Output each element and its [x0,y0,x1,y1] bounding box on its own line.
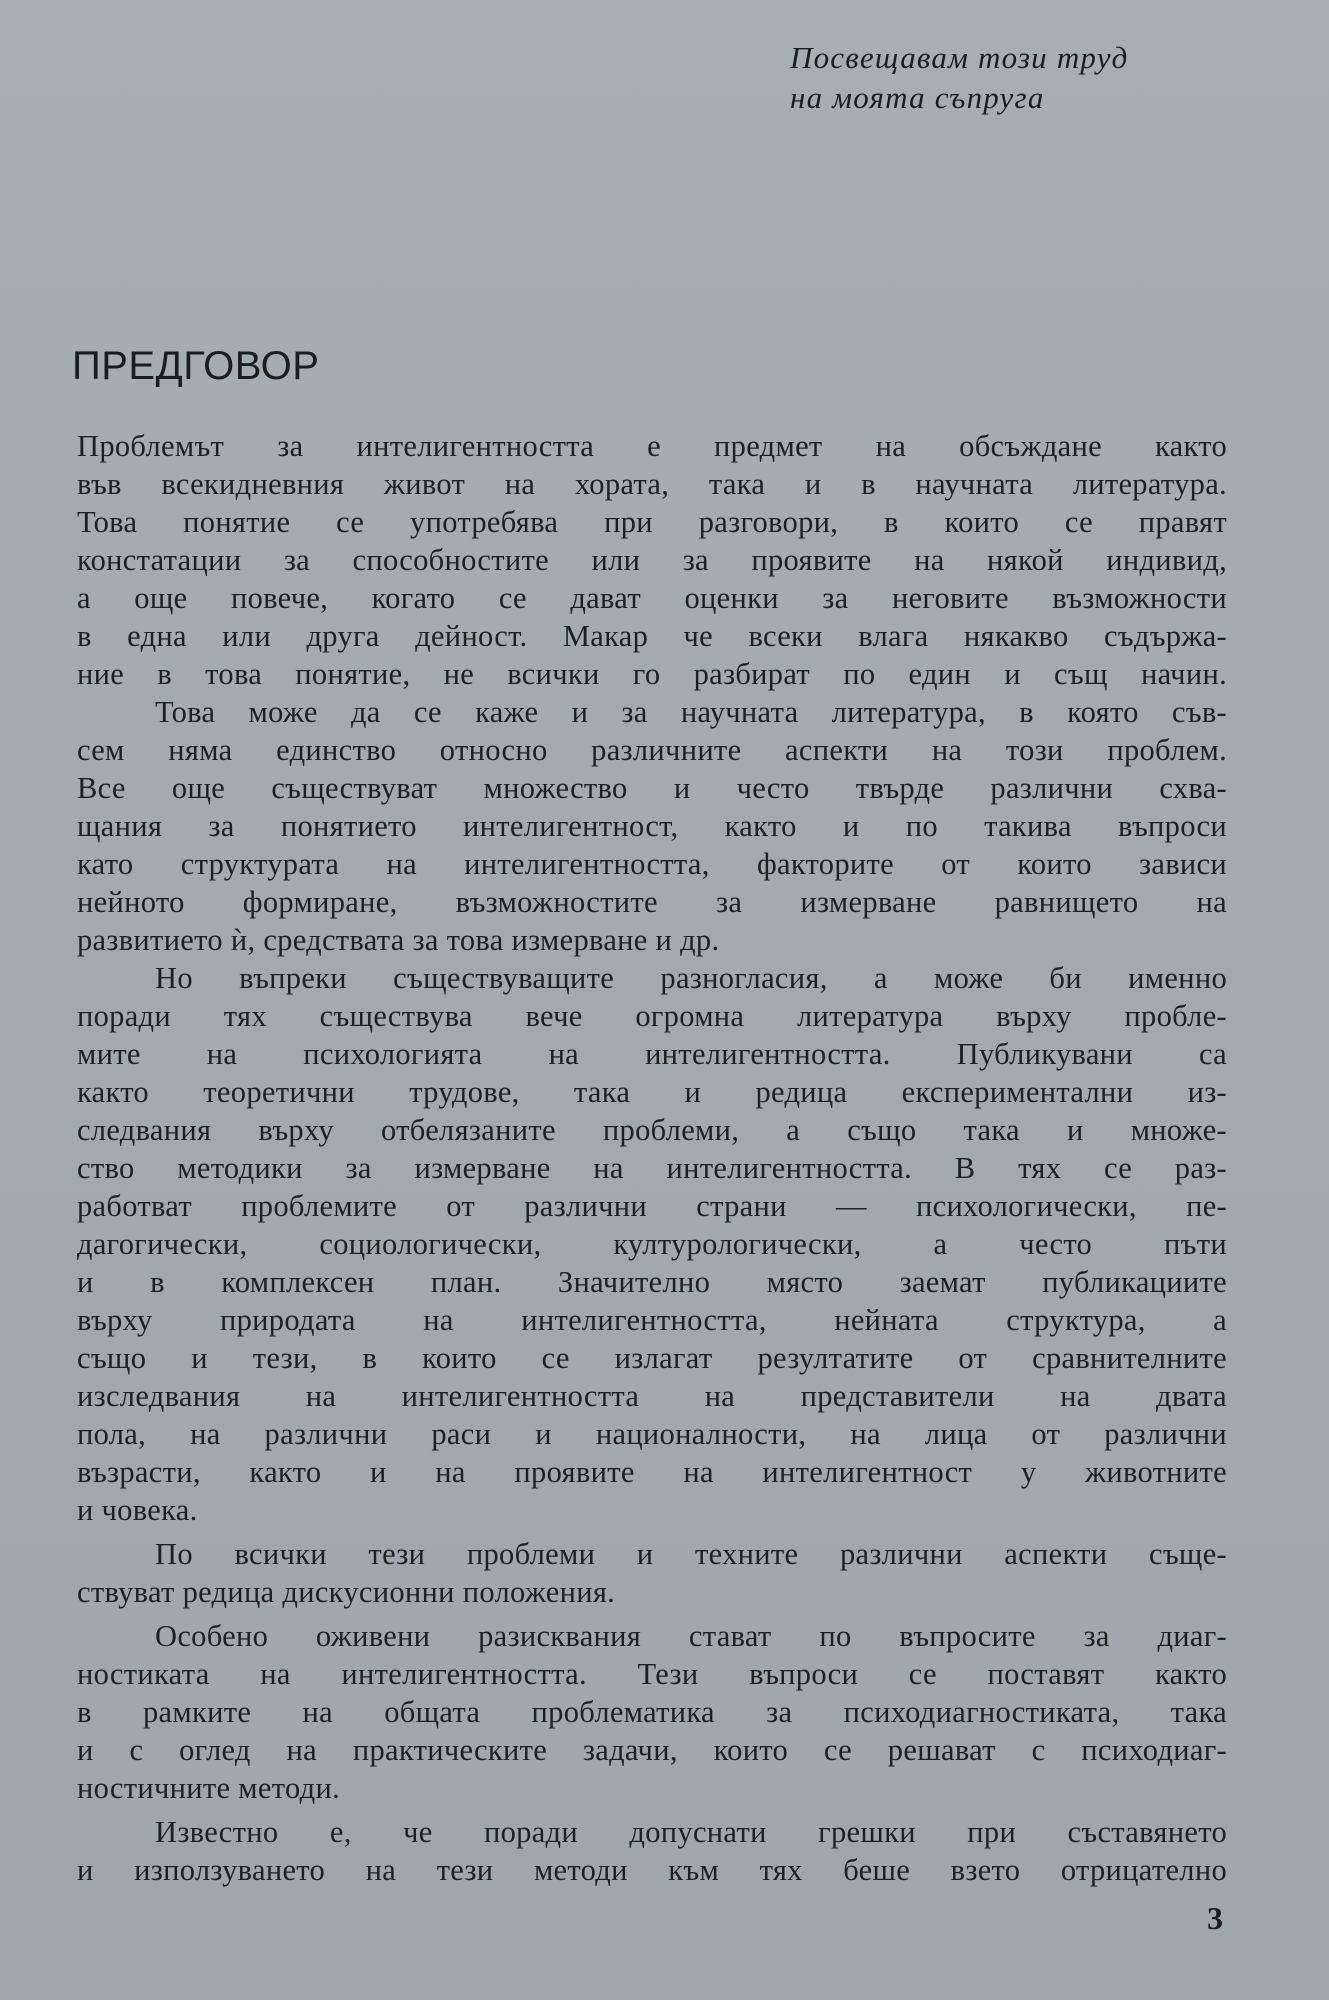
text-line: и използуването на тези методи към тях беше взето отрицателно [77,1853,1227,1887]
text-line: Проблемът за интелигентността е предмет на обсъждане както [77,429,1227,463]
text-line: щания за понятието интелигентност, както и по такива въпроси [77,809,1227,843]
text-line: в една или друга дейност. Макар че всеки влага някакво съдържа- [77,619,1227,653]
text-line: следвания върху отбелязаните проблеми, а също така и множе- [77,1113,1227,1147]
text-line: върху природата на интелигентността, нейната структура, а [77,1303,1227,1337]
text-line: ствуват редица дискусионни положения. [77,1575,616,1609]
text-line: като структурата на интелигентността, факторите от които зависи [77,847,1227,881]
text-line: в рамките на общата проблематика за психодиагностиката, така [77,1695,1227,1729]
text-line: Това може да се каже и за научната литература, в която съв- [155,695,1227,729]
text-line: пола, на различни раси и националности, на лица от различни [77,1417,1227,1451]
text-line: както теоретични трудове, така и редица експериментални из- [77,1075,1227,1109]
text-line: Все още съществуват множество и често твърде различни схва- [77,771,1227,805]
paragraph [77,1813,1227,1889]
text-line: а още повече, когато се дават оценки за неговите възможности [77,581,1227,615]
text-line: и с оглед на практическите задачи, които се решават с психодиаг- [77,1733,1227,1767]
paragraph [77,1617,1227,1807]
text-line: възрасти, както и на проявите на интелигентност у животните [77,1455,1227,1489]
dedication-line: Посвещавам този труд [790,40,1129,75]
text-line: ние в това понятие, не всички го разбират по един и същ начин. [77,657,1227,691]
text-line: По всички тези проблеми и техните различни аспекти същe- [155,1537,1227,1571]
paragraph [77,427,1227,693]
text-line: Това понятие се употребява при разговори, в които се правят [77,505,1227,539]
text-line: във всекидневния живот на хората, така и в научната литература. [77,467,1227,501]
dedication-line: на моята съпруга [790,80,1045,115]
text-line: развитието ѝ, средствата за това измерване и др. [77,923,720,957]
text-line: изследвания на интелигентността на представители на двата [77,1379,1227,1413]
text-line: ностиката на интелигентността. Тези въпроси се поставят както [77,1657,1227,1691]
text-line: Известно е, че поради допуснати грешки при съставянето [155,1815,1227,1849]
text-line: сем няма единство относно различните аспекти на този проблем. [77,733,1227,767]
text-line: дагогически, социологически, културологически, а често пъти [77,1227,1227,1261]
dedication [790,38,1270,118]
text-line: Но въпреки съществуващите разногласия, а може би именно [155,961,1227,995]
text-line: и човека. [77,1493,198,1527]
text-line: и в комплексен план. Значително място заемат публикациите [77,1265,1227,1299]
paragraph [77,1535,1227,1611]
chapter-heading: ПРЕДГОВОР [72,344,320,388]
text-line: ство методики за измерване на интелигентността. В тях се раз- [77,1151,1227,1185]
paragraph [77,959,1227,1529]
text-line: работват проблемите от различни страни — психологически, пе- [77,1189,1227,1223]
text-line: ностичните методи. [77,1771,340,1805]
page-number: 3 [1207,1900,1223,1936]
text-line: нейното формиране, възможностите за измерване равнището на [77,885,1227,919]
body-text [77,427,1227,1889]
text-line: също и тези, в които се излагат резултатите от сравнителните [77,1341,1227,1375]
text-line: поради тях съществува вече огромна литература върху пробле- [77,999,1227,1033]
text-line: мите на психологията на интелигентността. Публикувани са [77,1037,1227,1071]
text-line: Особено оживени разисквания стават по въпросите за диаг- [155,1619,1227,1653]
paragraph [77,693,1227,959]
text-line: констатации за способностите или за проявите на някой индивид, [77,543,1227,577]
